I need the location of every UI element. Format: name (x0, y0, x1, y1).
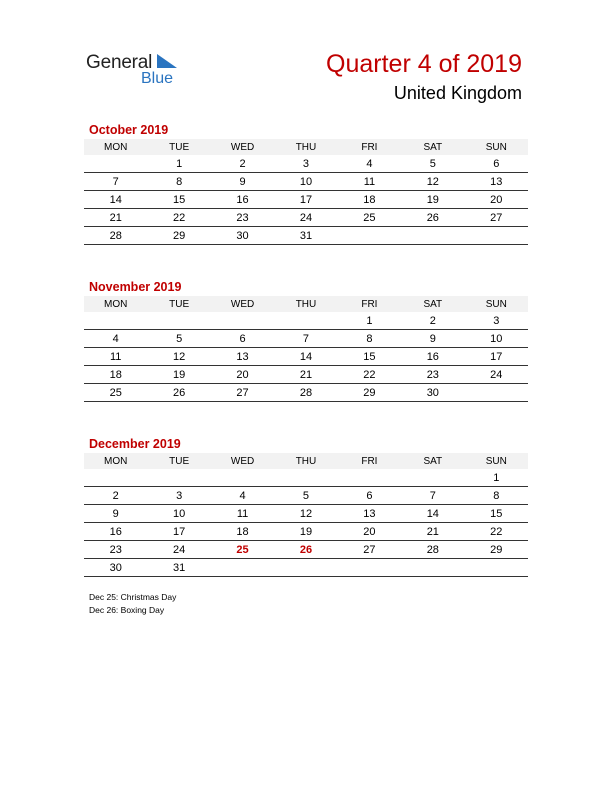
logo-general: General (86, 52, 153, 73)
day-cell: 16 (211, 191, 274, 209)
week-row (84, 487, 528, 505)
day-cell: 28 (84, 227, 147, 245)
weekday-header: FRI (338, 453, 401, 469)
day-cell: 24 (274, 209, 337, 227)
day-cell: 20 (211, 366, 274, 384)
week-row (84, 173, 528, 191)
logo-triangle-icon (157, 54, 179, 70)
day-cell: 4 (338, 155, 401, 173)
day-cell: 29 (465, 541, 528, 559)
day-cell (274, 469, 337, 487)
day-cell: 7 (401, 487, 464, 505)
week-row (84, 523, 528, 541)
day-cell (211, 469, 274, 487)
day-cell: 1 (147, 155, 210, 173)
holiday-day-cell: 26 (274, 541, 337, 559)
day-cell: 10 (147, 505, 210, 523)
day-cell: 14 (84, 191, 147, 209)
holiday-notes (89, 591, 176, 617)
week-row (84, 348, 528, 366)
day-cell: 12 (147, 348, 210, 366)
weekday-header: WED (211, 296, 274, 312)
day-cell (338, 559, 401, 577)
day-cell: 25 (338, 209, 401, 227)
day-cell: 21 (84, 209, 147, 227)
day-cell: 8 (465, 487, 528, 505)
day-cell (401, 227, 464, 245)
day-cell: 12 (274, 505, 337, 523)
weekday-header-row (84, 296, 528, 312)
month-title: November 2019 (89, 280, 182, 294)
day-cell (84, 312, 147, 330)
day-cell: 18 (338, 191, 401, 209)
weekday-header: MON (84, 296, 147, 312)
day-cell: 27 (211, 384, 274, 402)
calendar-table (84, 139, 528, 245)
day-cell: 2 (401, 312, 464, 330)
day-cell: 11 (211, 505, 274, 523)
day-cell: 13 (211, 348, 274, 366)
day-cell: 6 (465, 155, 528, 173)
week-row (84, 191, 528, 209)
day-cell: 25 (84, 384, 147, 402)
day-cell: 19 (147, 366, 210, 384)
day-cell: 19 (274, 523, 337, 541)
country-name: United Kingdom (393, 83, 522, 103)
day-cell: 11 (84, 348, 147, 366)
weekday-header: TUE (147, 296, 210, 312)
day-cell: 11 (338, 173, 401, 191)
day-cell (147, 469, 210, 487)
week-row (84, 469, 528, 487)
day-cell (84, 155, 147, 173)
day-cell: 8 (147, 173, 210, 191)
day-cell: 28 (401, 541, 464, 559)
day-cell: 27 (465, 209, 528, 227)
week-row (84, 505, 528, 523)
day-cell: 8 (338, 330, 401, 348)
day-cell (465, 227, 528, 245)
weekday-header: SAT (401, 139, 464, 155)
week-row (84, 384, 528, 402)
day-cell (401, 469, 464, 487)
day-cell: 3 (147, 487, 210, 505)
day-cell (274, 559, 337, 577)
day-cell: 23 (211, 209, 274, 227)
month-october (84, 123, 528, 245)
weekday-header: FRI (338, 139, 401, 155)
day-cell: 23 (401, 366, 464, 384)
day-cell: 28 (274, 384, 337, 402)
day-cell: 29 (338, 384, 401, 402)
day-cell: 12 (401, 173, 464, 191)
day-cell: 7 (84, 173, 147, 191)
day-cell: 22 (147, 209, 210, 227)
day-cell: 15 (147, 191, 210, 209)
weekday-header: THU (274, 296, 337, 312)
weekday-header: WED (211, 139, 274, 155)
day-cell: 18 (211, 523, 274, 541)
day-cell: 30 (84, 559, 147, 577)
day-cell: 27 (338, 541, 401, 559)
weekday-header: FRI (338, 296, 401, 312)
weekday-header: THU (274, 453, 337, 469)
page-title: Quarter 4 of 2019 (326, 50, 522, 78)
day-cell: 5 (274, 487, 337, 505)
calendar-table (84, 296, 528, 402)
day-cell (465, 384, 528, 402)
day-cell: 17 (147, 523, 210, 541)
day-cell (211, 312, 274, 330)
day-cell: 7 (274, 330, 337, 348)
weekday-header: MON (84, 453, 147, 469)
weekday-header: SAT (401, 453, 464, 469)
day-cell: 22 (338, 366, 401, 384)
day-cell (211, 559, 274, 577)
day-cell: 15 (338, 348, 401, 366)
week-row (84, 227, 528, 245)
day-cell: 31 (274, 227, 337, 245)
day-cell: 26 (401, 209, 464, 227)
day-cell: 9 (84, 505, 147, 523)
day-cell: 4 (84, 330, 147, 348)
month-november (84, 280, 528, 402)
holiday-note: Dec 26: Boxing Day (89, 605, 165, 615)
day-cell: 24 (147, 541, 210, 559)
weekday-header: SAT (401, 296, 464, 312)
weekday-header: WED (211, 453, 274, 469)
day-cell: 31 (147, 559, 210, 577)
day-cell (338, 227, 401, 245)
week-row (84, 541, 528, 559)
day-cell: 23 (84, 541, 147, 559)
day-cell: 10 (274, 173, 337, 191)
day-cell: 10 (465, 330, 528, 348)
day-cell: 14 (401, 505, 464, 523)
logo-blue: Blue (141, 70, 174, 87)
day-cell: 13 (465, 173, 528, 191)
weekday-header: THU (274, 139, 337, 155)
day-cell: 6 (211, 330, 274, 348)
day-cell: 18 (84, 366, 147, 384)
day-cell: 16 (84, 523, 147, 541)
day-cell: 9 (211, 173, 274, 191)
day-cell: 20 (338, 523, 401, 541)
week-row (84, 209, 528, 227)
day-cell: 3 (465, 312, 528, 330)
day-cell: 30 (211, 227, 274, 245)
day-cell: 26 (147, 384, 210, 402)
day-cell (274, 312, 337, 330)
day-cell: 4 (211, 487, 274, 505)
day-cell (147, 312, 210, 330)
weekday-header: SUN (465, 453, 528, 469)
day-cell: 17 (274, 191, 337, 209)
week-row (84, 155, 528, 173)
day-cell: 2 (84, 487, 147, 505)
day-cell: 2 (211, 155, 274, 173)
day-cell: 5 (401, 155, 464, 173)
month-title: December 2019 (89, 437, 181, 451)
weekday-header: TUE (147, 139, 210, 155)
weekday-header-row (84, 139, 528, 155)
day-cell: 1 (465, 469, 528, 487)
day-cell: 15 (465, 505, 528, 523)
day-cell: 17 (465, 348, 528, 366)
day-cell (338, 469, 401, 487)
week-row (84, 330, 528, 348)
weekday-header: SUN (465, 139, 528, 155)
day-cell: 6 (338, 487, 401, 505)
month-december (84, 437, 528, 577)
holiday-day-cell: 25 (211, 541, 274, 559)
weekday-header: MON (84, 139, 147, 155)
day-cell: 30 (401, 384, 464, 402)
day-cell: 21 (401, 523, 464, 541)
week-row (84, 312, 528, 330)
day-cell: 3 (274, 155, 337, 173)
day-cell (401, 559, 464, 577)
day-cell: 9 (401, 330, 464, 348)
day-cell: 24 (465, 366, 528, 384)
day-cell (84, 469, 147, 487)
day-cell: 13 (338, 505, 401, 523)
holiday-note: Dec 25: Christmas Day (89, 592, 177, 602)
day-cell: 29 (147, 227, 210, 245)
logo (86, 50, 196, 90)
day-cell: 20 (465, 191, 528, 209)
day-cell: 21 (274, 366, 337, 384)
weekday-header: TUE (147, 453, 210, 469)
weekday-header-row (84, 453, 528, 469)
calendar-table (84, 453, 528, 577)
week-row (84, 559, 528, 577)
day-cell: 5 (147, 330, 210, 348)
day-cell: 14 (274, 348, 337, 366)
day-cell (465, 559, 528, 577)
month-title: October 2019 (89, 123, 169, 137)
weekday-header: SUN (465, 296, 528, 312)
day-cell: 19 (401, 191, 464, 209)
week-row (84, 366, 528, 384)
day-cell: 22 (465, 523, 528, 541)
day-cell: 1 (338, 312, 401, 330)
day-cell: 16 (401, 348, 464, 366)
